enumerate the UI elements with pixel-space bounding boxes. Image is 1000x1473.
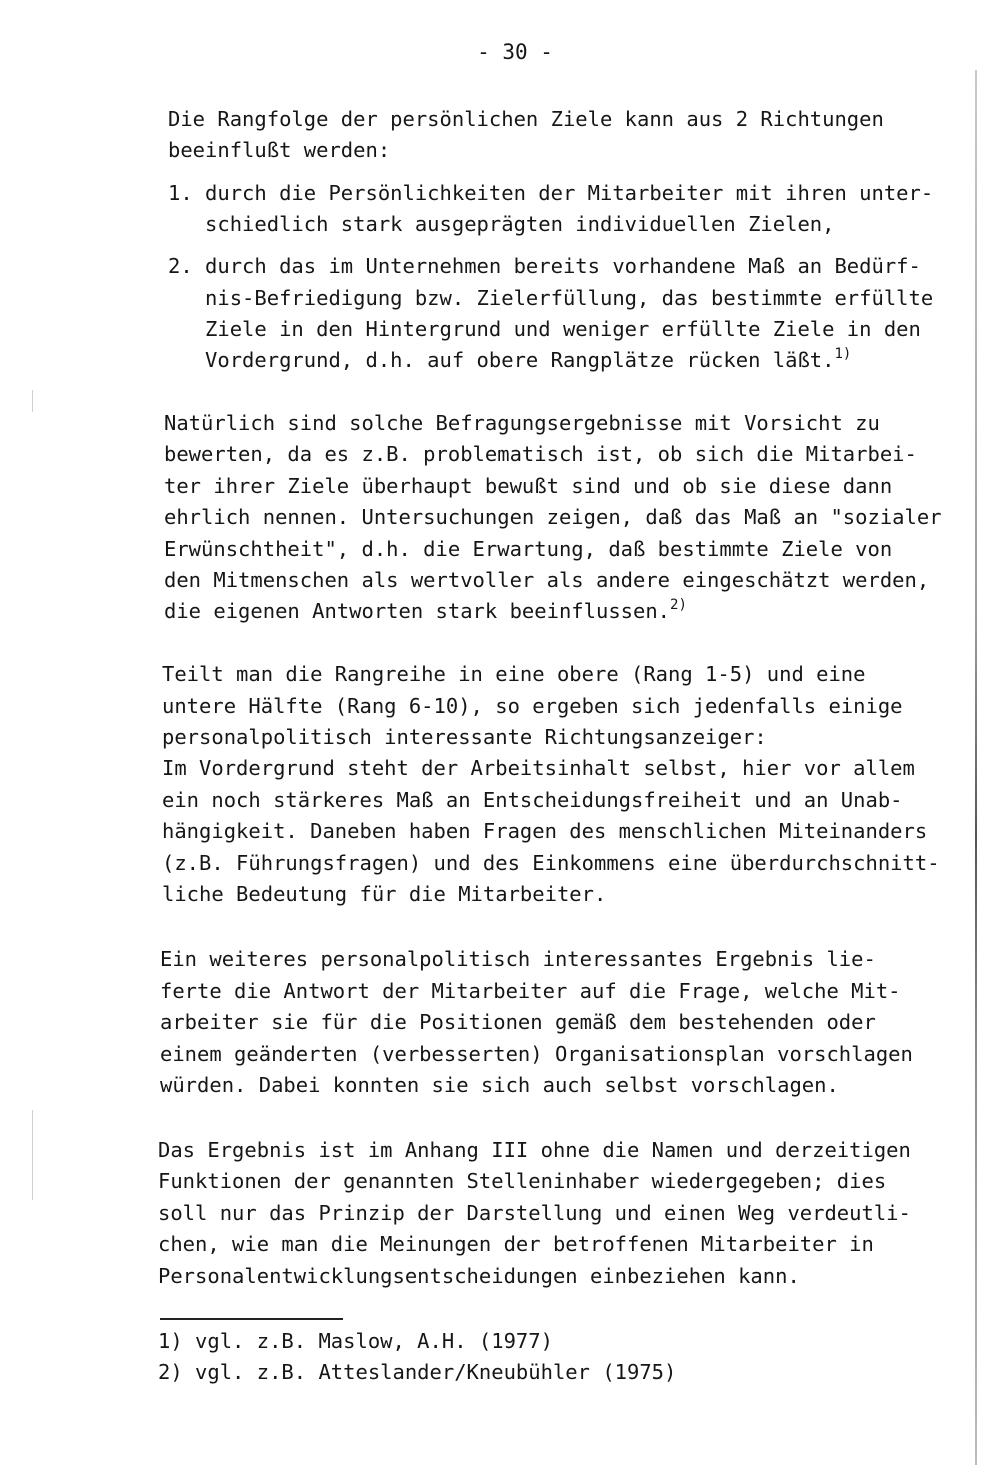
list-item-line: schiedlich stark ausgeprägten individuellen Zielen,	[168, 212, 835, 236]
text-line: Funktionen der genannten Stelleninhaber wiedergegeben; dies	[158, 1169, 887, 1193]
text-line: soll nur das Prinzip der Darstellung und einen Weg verdeutli-	[158, 1201, 911, 1225]
text-line: personalpolitisch interessante Richtungsanzeiger:	[162, 725, 767, 749]
text-fragment: Vordergrund, d.h. auf obere Rangplätze rücken läßt.	[168, 348, 835, 372]
scan-mark	[32, 1110, 33, 1200]
text-line: arbeiter sie für die Positionen gemäß dem bestehenden oder	[160, 1010, 876, 1034]
text-line: Personalentwicklungsentscheidungen einbeziehen kann.	[158, 1264, 800, 1288]
text-line: beeinflußt werden:	[168, 138, 391, 162]
list-item-line: 2. durch das im Unternehmen bereits vorhandene Maß an Bedürf-	[168, 254, 921, 278]
text-line: Teilt man die Rangreihe in eine obere (Rang 1-5) und eine	[162, 662, 866, 686]
text-line	[164, 596, 687, 627]
text-line: ein noch stärkeres Maß an Entscheidungsfreiheit und an Unab-	[162, 788, 903, 812]
list-item-line: 1. durch die Persönlichkeiten der Mitarbeiter mit ihren unter-	[168, 181, 934, 205]
text-line: einem geänderten (verbesserten) Organisationsplan vorschlagen	[160, 1042, 913, 1066]
list-item-line	[168, 345, 851, 376]
footnote: 1) vgl. z.B. Maslow, A.H. (1977)	[158, 1329, 553, 1353]
list-item-line: nis-Befriedigung bzw. Zielerfüllung, das bestimmte erfüllte	[168, 286, 934, 310]
text-line: Ein weiteres personalpolitisch interessantes Ergebnis lie-	[160, 947, 876, 971]
footnote-divider	[160, 1318, 343, 1320]
text-line: Natürlich sind solche Befragungsergebnisse mit Vorsicht zu	[164, 411, 880, 435]
text-line: chen, wie man die Meinungen der betroffenen Mitarbeiter in	[158, 1232, 874, 1256]
text-line: hängigkeit. Daneben haben Fragen des menschlichen Miteinanders	[162, 819, 928, 843]
text-line: Die Rangfolge der persönlichen Ziele kann aus 2 Richtungen	[168, 107, 884, 131]
text-line: ferte die Antwort der Mitarbeiter auf die Frage, welche Mit-	[160, 979, 901, 1003]
scan-mark	[32, 390, 33, 412]
list-item-line: Ziele in den Hintergrund und weniger erfüllte Ziele in den	[168, 317, 921, 341]
text-line: Erwünschtheit", d.h. die Erwartung, daß bestimmte Ziele von	[164, 537, 893, 561]
footnote-reference: 1)	[834, 346, 852, 362]
text-line: (z.B. Führungsfragen) und des Einkommens eine überdurchschnitt-	[162, 851, 940, 875]
text-line: ter ihrer Ziele überhaupt bewußt sind und ob sie diese dann	[164, 474, 893, 498]
scan-edge-line	[975, 70, 977, 1465]
text-line: Das Ergebnis ist im Anhang III ohne die Namen und derzeitigen	[158, 1138, 911, 1162]
text-line: untere Hälfte (Rang 6-10), so ergeben sich jedenfalls einige	[162, 694, 903, 718]
text-line: bewerten, da es z.B. problematisch ist, ob sich die Mitarbei-	[164, 442, 917, 466]
text-line: liche Bedeutung für die Mitarbeiter.	[162, 882, 607, 906]
footnote-reference: 2)	[670, 597, 687, 613]
text-line: ehrlich nennen. Untersuchungen zeigen, daß das Maß an "sozialer	[164, 505, 942, 529]
text-line: Im Vordergrund steht der Arbeitsinhalt selbst, hier vor allem	[162, 756, 915, 780]
text-line: den Mitmenschen als wertvoller als andere eingeschätzt werden,	[164, 568, 930, 592]
text-line: würden. Dabei konnten sie sich auch selbst vorschlagen.	[160, 1073, 839, 1097]
footnote: 2) vgl. z.B. Atteslander/Kneubühler (1975)	[158, 1360, 677, 1384]
page-number: - 30 -	[477, 40, 553, 64]
text-fragment: die eigenen Antworten stark beeinflussen.	[164, 599, 671, 623]
